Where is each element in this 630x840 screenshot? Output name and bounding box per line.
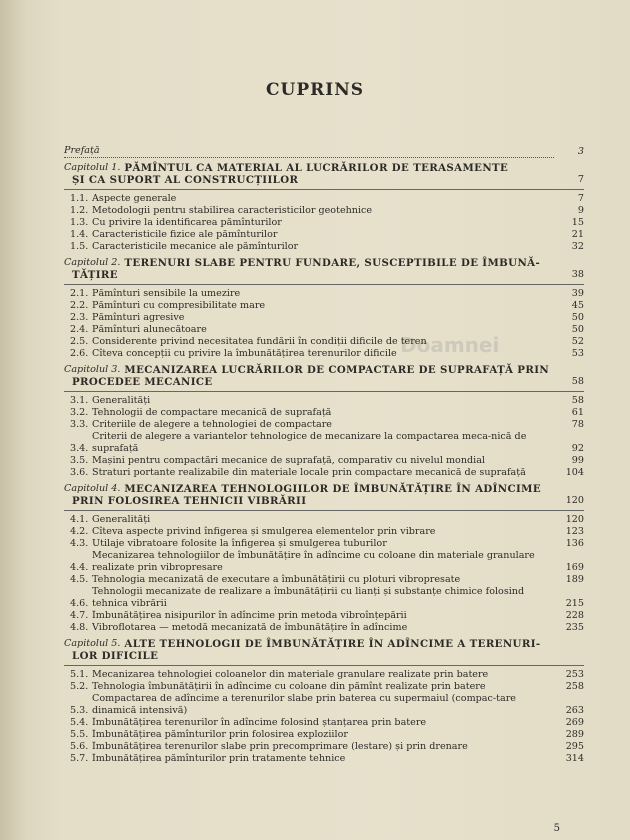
entry-number: 2.5.: [70, 336, 89, 347]
toc-preface[interactable]: [64, 145, 584, 158]
chapter-heading[interactable]: [64, 364, 584, 376]
chapter-4: [64, 483, 584, 634]
entry-number: 5.4.: [70, 717, 89, 728]
chapter-title-line-2: PRIN FOLOSIREA TEHNICII VIBRĂRII: [72, 495, 307, 507]
entry-title: Îmbunătățirea pămînturilor prin tratamente tehnice: [92, 753, 346, 764]
toc-entry[interactable]: [64, 217, 584, 229]
chapter-page: 38: [571, 269, 584, 280]
chapter-rule: [64, 189, 584, 190]
entry-number: 4.1.: [70, 514, 89, 525]
chapter-list: [64, 162, 584, 765]
entry-title: Tehnologia mecanizată de executare a îmbunătățirii cu ploturi vibropresate: [92, 574, 461, 585]
toc-entry[interactable]: [64, 300, 584, 312]
entry-number: 4.6.: [70, 598, 89, 609]
toc-entry[interactable]: [64, 324, 584, 336]
chapter-heading-cont: [64, 376, 584, 388]
entry-number: 2.4.: [70, 324, 89, 335]
chapter-label: Capitolul 1.: [64, 162, 121, 173]
entry-title: Utilaje vibratoare folosite la înfigerea și smulgerea tuburilor: [92, 538, 387, 549]
entry-page: 78: [571, 419, 584, 430]
entry-page: 53: [571, 348, 584, 359]
entry-title: Pămînturi agresive: [92, 312, 185, 323]
toc-entry[interactable]: [64, 288, 584, 300]
entry-number: 4.3.: [70, 538, 89, 549]
toc-entry[interactable]: [64, 348, 584, 360]
entry-title: Metodologii pentru stabilirea caracteristicilor geotehnice: [92, 205, 373, 216]
chapter-heading-cont: [64, 495, 584, 507]
entry-page: 314: [565, 753, 584, 764]
toc-entry[interactable]: [64, 669, 584, 681]
entry-page: 258: [565, 681, 584, 692]
entry-title: Cîteva concepții cu privire la îmbunătățirea terenurilor dificile: [92, 348, 397, 359]
toc-entry[interactable]: [64, 526, 584, 538]
entry-number: 3.4.: [70, 443, 89, 454]
chapter-page: 58: [571, 376, 584, 387]
entry-page: 189: [565, 574, 584, 585]
chapter-rule: [64, 665, 584, 666]
toc-entry[interactable]: [64, 455, 584, 467]
entry-page: 215: [565, 598, 584, 609]
entry-title: Cîteva aspecte privind înfigerea și smulgerea elementelor prin vibrare: [92, 526, 436, 537]
chapter-title-line-2: TĂȚIRE: [72, 269, 118, 281]
toc-entry[interactable]: [64, 753, 584, 765]
entry-number: 5.7.: [70, 753, 89, 764]
entry-page: 21: [571, 229, 584, 240]
toc-entry[interactable]: [64, 717, 584, 729]
chapter-title-line-1: PĂMÎNTUL CA MATERIAL AL LUCRĂRILOR DE TERASAMENTE: [124, 162, 509, 174]
chapter-page: 7: [577, 174, 584, 185]
entry-page: 61: [571, 407, 584, 418]
chapter-title-line-2: ȘI CA SUPORT AL CONSTRUCȚIILOR: [72, 174, 299, 186]
entry-number: 1.4.: [70, 229, 89, 240]
chapter-page: 120: [565, 495, 584, 506]
toc-entry[interactable]: [64, 681, 584, 693]
entry-title: Pămînturi alunecătoare: [92, 324, 207, 335]
chapter-label: Capitolul 4.: [64, 483, 121, 494]
entry-title: Îmbunătățirea nisipurilor în adîncime prin metoda vibroînțepării: [92, 610, 407, 621]
toc-entry[interactable]: [64, 229, 584, 241]
table-of-contents: [64, 145, 584, 767]
toc-entry[interactable]: [64, 741, 584, 753]
entry-page: 228: [565, 610, 584, 621]
toc-entry[interactable]: [64, 729, 584, 741]
toc-entry[interactable]: [64, 431, 584, 455]
toc-entry[interactable]: [64, 336, 584, 348]
entry-number: 4.8.: [70, 622, 89, 633]
entry-title: Vibroflotarea — metodă mecanizată de îmbunătățire în adîncime: [92, 622, 408, 633]
toc-entry[interactable]: [64, 395, 584, 407]
entry-title: Îmbunătățirea terenurilor în adîncime folosind ștanțarea prin batere: [92, 717, 427, 728]
entry-number: 5.6.: [70, 741, 89, 752]
entry-number: 5.3.: [70, 705, 89, 716]
entry-title: Aspecte generale: [92, 193, 177, 204]
page-gutter: [0, 0, 26, 840]
entry-page: 45: [571, 300, 584, 311]
entry-title: Tehnologii mecanizate de realizare a îmbunătățirii cu lianți și substanțe chimice folosind tehnica vibrării: [92, 586, 525, 609]
entry-number: 5.5.: [70, 729, 89, 740]
entry-number: 5.1.: [70, 669, 89, 680]
toc-entry[interactable]: [64, 514, 584, 526]
chapter-heading[interactable]: [64, 483, 584, 495]
entry-title: Mașini pentru compactări mecanice de suprafață, comparativ cu nivelul mondial: [92, 455, 486, 466]
toc-entry[interactable]: [64, 467, 584, 479]
entry-number: 1.1.: [70, 193, 89, 204]
toc-entry[interactable]: [64, 550, 584, 574]
entry-page: 289: [565, 729, 584, 740]
entry-page: 263: [565, 705, 584, 716]
entry-page: 39: [571, 288, 584, 299]
entry-number: 2.3.: [70, 312, 89, 323]
chapter-title-line-1: ALTE TEHNOLOGII DE ÎMBUNĂTĂȚIRE ÎN ADÎNCIME A TERENURI-: [124, 638, 541, 650]
entry-number: 4.5.: [70, 574, 89, 585]
entry-number: 4.4.: [70, 562, 89, 573]
entry-number: 3.3.: [70, 419, 89, 430]
entry-page: 15: [571, 217, 584, 228]
toc-entry[interactable]: [64, 622, 584, 634]
entry-title: Considerente privind necesitatea fundării în condiții dificile de teren: [92, 336, 427, 347]
toc-entry[interactable]: [64, 205, 584, 217]
entry-title: Caracteristicile mecanice ale pămînturilor: [92, 241, 299, 252]
entry-number: 3.2.: [70, 407, 89, 418]
entry-title: Cu privire la identificarea pămînturilor: [92, 217, 282, 228]
chapter-5: [64, 638, 584, 765]
chapter-rule: [64, 391, 584, 392]
chapter-heading[interactable]: [64, 162, 584, 174]
entry-title: Tehnologii de compactare mecanică de suprafață: [92, 407, 332, 418]
toc-entry[interactable]: [64, 574, 584, 586]
entry-number: 2.2.: [70, 300, 89, 311]
entry-page: 104: [565, 467, 584, 478]
entry-title: Mecanizarea tehnologiilor de îmbunătățire în adîncime cu coloane din materiale granulare realizate prin vibropresare: [92, 550, 535, 573]
entry-title: Pămînturi sensibile la umezire: [92, 288, 241, 299]
entry-number: 4.7.: [70, 610, 89, 621]
entry-page: 7: [577, 193, 584, 204]
entry-number: 5.2.: [70, 681, 89, 692]
chapter-title-line-1: MECANIZAREA TEHNOLOGIILOR DE ÎMBUNĂTĂȚIRE ÎN ADÎNCIME: [124, 483, 542, 495]
preface-label: Prefață: [64, 145, 554, 158]
page-number: 5: [553, 823, 560, 834]
chapter-title-line-2: LOR DIFICILE: [72, 650, 159, 662]
entry-page: 253: [565, 669, 584, 680]
chapter-heading[interactable]: [64, 638, 584, 650]
entry-page: 9: [577, 205, 584, 216]
chapter-heading-cont: [64, 650, 584, 662]
chapter-heading[interactable]: [64, 257, 584, 269]
preface-page: 3: [577, 146, 584, 157]
entry-number: 2.6.: [70, 348, 89, 359]
entry-title: Compactarea de adîncime a terenurilor slabe prin baterea cu supermaiul (compac-tare dinamică intensivă): [92, 693, 516, 716]
entry-page: 123: [565, 526, 584, 537]
entry-title: Criteriile de alegere a tehnologiei de compactare: [92, 419, 332, 430]
chapter-heading-cont: [64, 269, 584, 281]
toc-entry[interactable]: [64, 312, 584, 324]
entry-page: 99: [571, 455, 584, 466]
chapter-label: Capitolul 2.: [64, 257, 121, 268]
entry-title: Generalități: [92, 514, 151, 525]
entry-title: Caracteristicile fizice ale pămînturilor: [92, 229, 278, 240]
toc-entry[interactable]: [64, 241, 584, 253]
entry-page: 169: [565, 562, 584, 573]
entry-number: 1.2.: [70, 205, 89, 216]
chapter-title-line-1: MECANIZAREA LUCRĂRILOR DE COMPACTARE DE SUPRAFAȚĂ PRIN: [124, 364, 550, 376]
toc-entry[interactable]: [64, 693, 584, 717]
entry-title: Straturi portante realizabile din materiale locale prin compactare mecanică de suprafață: [92, 467, 526, 478]
chapter-heading-cont: [64, 174, 584, 186]
chapter-2: [64, 257, 584, 360]
entry-page: 58: [571, 395, 584, 406]
entry-number: 1.3.: [70, 217, 89, 228]
entry-number: 3.6.: [70, 467, 89, 478]
entry-page: 32: [571, 241, 584, 252]
entry-number: 3.5.: [70, 455, 89, 466]
entry-title: Generalități: [92, 395, 151, 406]
chapter-title-line-1: TERENURI SLABE PENTRU FUNDARE, SUSCEPTIBILE DE ÎMBUNĂ-: [124, 257, 541, 269]
entry-number: 1.5.: [70, 241, 89, 252]
entry-number: 2.1.: [70, 288, 89, 299]
entry-title: Pămînturi cu compresibilitate mare: [92, 300, 266, 311]
chapter-label: Capitolul 5.: [64, 638, 121, 649]
chapter-title-line-2: PROCEDEE MECANICE: [72, 376, 213, 388]
entry-page: 50: [571, 324, 584, 335]
entry-page: 136: [565, 538, 584, 549]
entry-title: Îmbunătățirea terenurilor slabe prin precomprimare (lestare) și prin drenare: [92, 741, 468, 752]
entry-page: 92: [571, 443, 584, 454]
toc-entry[interactable]: [64, 586, 584, 610]
toc-entry[interactable]: [64, 610, 584, 622]
page-title: CUPRINS: [265, 80, 365, 100]
entry-title: Tehnologia îmbunătățirii în adîncime cu coloane din pămînt realizate prin batere: [92, 681, 486, 692]
chapter-3: [64, 364, 584, 479]
entry-number: 3.1.: [70, 395, 89, 406]
entry-title: Îmbunătățirea pămînturilor prin folosirea exploziilor: [92, 729, 348, 740]
toc-entry[interactable]: [64, 419, 584, 431]
chapter-1: [64, 162, 584, 253]
entry-page: 52: [571, 336, 584, 347]
chapter-rule: [64, 510, 584, 511]
entry-title: Mecanizarea tehnologiei coloanelor din materiale granulare realizate prin batere: [92, 669, 489, 680]
chapter-label: Capitolul 3.: [64, 364, 121, 375]
entry-page: 120: [565, 514, 584, 525]
toc-entry[interactable]: [64, 193, 584, 205]
entry-page: 269: [565, 717, 584, 728]
entry-page: 295: [565, 741, 584, 752]
entry-number: 4.2.: [70, 526, 89, 537]
entry-title: Criterii de alegere a variantelor tehnologice de mecanizare la compactarea meca-nică de suprafață: [92, 431, 527, 454]
entry-page: 235: [565, 622, 584, 633]
toc-entry[interactable]: [64, 407, 584, 419]
chapter-rule: [64, 284, 584, 285]
entry-page: 50: [571, 312, 584, 323]
toc-entry[interactable]: [64, 538, 584, 550]
watermark: Doamnei: [400, 333, 500, 357]
